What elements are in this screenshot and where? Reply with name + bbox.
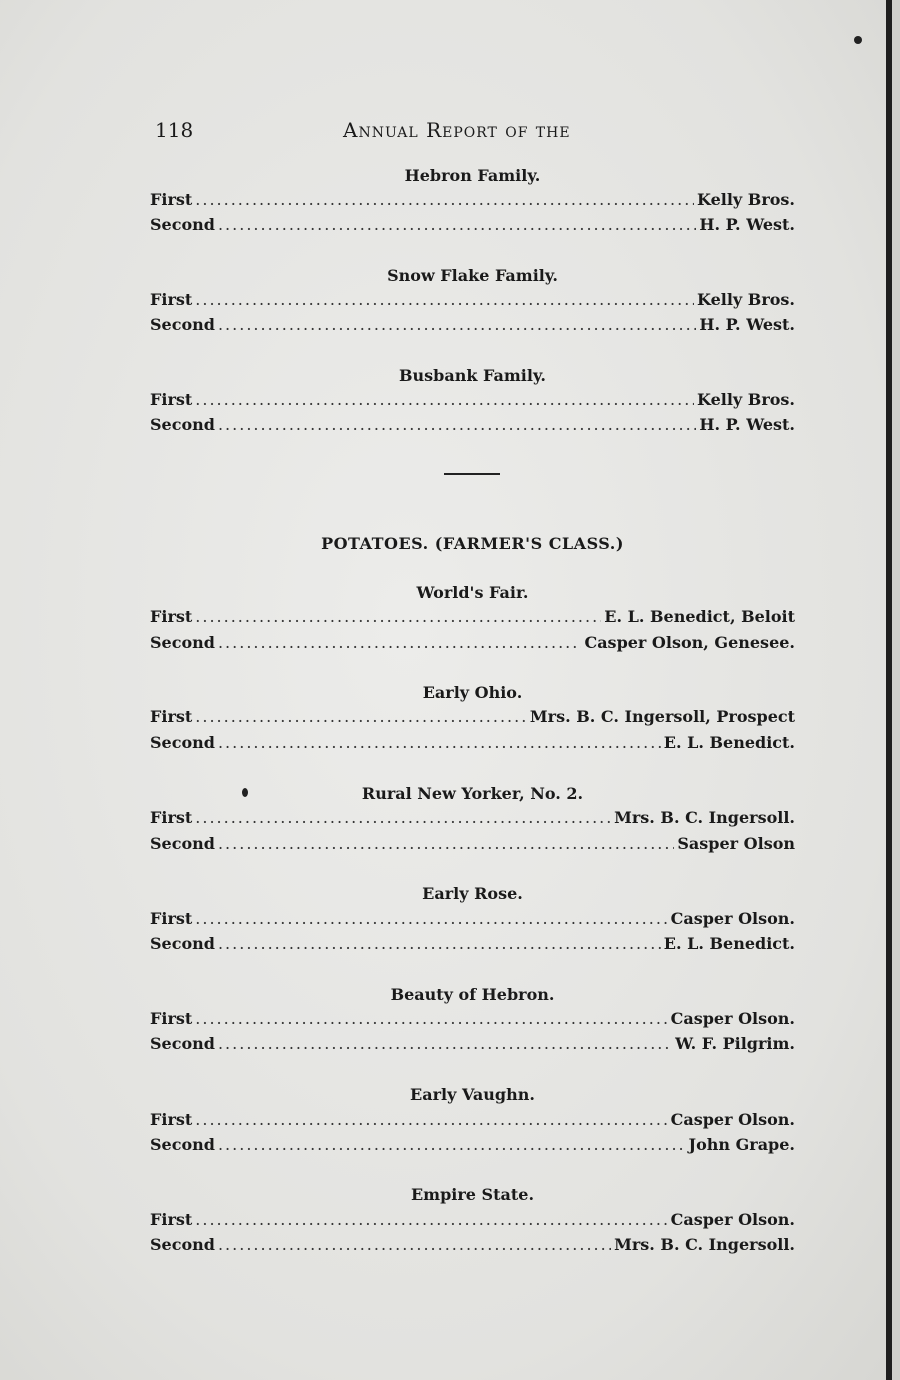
award-place: Second: [150, 633, 215, 652]
award-place: Second: [150, 834, 215, 853]
award-place: First: [150, 707, 193, 726]
award-place: First: [150, 190, 193, 209]
award-winner: W. F. Pilgrim.: [675, 1034, 795, 1053]
award-winner: John Grape.: [688, 1135, 795, 1154]
award-entry: [150, 808, 795, 830]
award-winner: H. P. West.: [699, 215, 795, 234]
award-entry: [150, 607, 795, 629]
award-place: First: [150, 808, 193, 827]
award-place: First: [150, 1110, 193, 1129]
award-entry: [150, 733, 795, 755]
award-winner: H. P. West.: [699, 315, 795, 334]
dot-leader: [218, 733, 661, 752]
dot-leader: [195, 1210, 667, 1229]
main-heading: POTATOES. (FARMER'S CLASS.): [321, 534, 624, 553]
dot-leader: [218, 415, 696, 434]
award-place: First: [150, 1210, 193, 1229]
section-title: Hebron Family.: [404, 166, 541, 185]
page-number: 118: [155, 118, 194, 142]
award-place: Second: [150, 415, 215, 434]
award-place: Second: [150, 1034, 215, 1053]
dot-leader: [195, 1110, 667, 1129]
dot-leader: [195, 808, 611, 827]
award-place: Second: [150, 1135, 215, 1154]
page-header: [155, 118, 795, 148]
award-winner: Kelly Bros.: [697, 190, 795, 209]
dot-leader: [218, 1135, 686, 1154]
award-winner: Casper Olson.: [670, 1110, 795, 1129]
section-title: Early Rose.: [422, 884, 523, 903]
award-entry: [150, 1009, 795, 1031]
dot-leader: [195, 1009, 667, 1028]
section-title: World's Fair.: [416, 583, 529, 602]
dot-leader: [218, 1235, 611, 1254]
award-place: First: [150, 290, 193, 309]
award-entry: [150, 934, 795, 956]
dot-leader: [218, 315, 696, 334]
award-winner: Mrs. B. C. Ingersoll, Prospect: [529, 707, 795, 726]
dot-leader: [195, 190, 694, 209]
award-entry: [150, 834, 795, 856]
award-winner: E. L. Benedict.: [663, 934, 795, 953]
award-place: First: [150, 909, 193, 928]
award-place: Second: [150, 215, 215, 234]
award-entry: [150, 707, 795, 729]
dot-leader: [195, 909, 667, 928]
award-winner: Kelly Bros.: [697, 290, 795, 309]
page-edge: [892, 0, 900, 1380]
award-entry: [150, 215, 795, 237]
award-winner: Casper Olson.: [670, 909, 795, 928]
award-place: Second: [150, 1235, 215, 1254]
award-entry: [150, 390, 795, 412]
award-entry: [150, 190, 795, 212]
award-place: First: [150, 390, 193, 409]
award-winner: H. P. West.: [699, 415, 795, 434]
running-title: Annual Report of the: [343, 118, 571, 142]
award-winner: Casper Olson.: [670, 1009, 795, 1028]
award-entry: [150, 315, 795, 337]
dot-leader: [218, 633, 581, 652]
award-entry: [150, 1034, 795, 1056]
award-entry: [150, 1210, 795, 1232]
award-entry: [150, 1110, 795, 1132]
award-entry: [150, 1135, 795, 1157]
section-title: Early Vaughn.: [410, 1085, 535, 1104]
award-entry: [150, 909, 795, 931]
award-place: Second: [150, 315, 215, 334]
award-place: First: [150, 607, 193, 626]
section-title: Empire State.: [410, 1185, 535, 1204]
dot-leader: [218, 934, 661, 953]
dot-leader: [195, 290, 694, 309]
binding-edge: [886, 0, 892, 1380]
award-place: Second: [150, 733, 215, 752]
speck: [854, 36, 862, 44]
dot-leader: [218, 834, 674, 853]
award-entry: [150, 415, 795, 437]
section-title: Snow Flake Family.: [387, 266, 558, 285]
award-winner: Casper Olson.: [670, 1210, 795, 1229]
dot-leader: [195, 390, 694, 409]
award-place: Second: [150, 934, 215, 953]
dot-leader: [195, 607, 601, 626]
award-winner: E. L. Benedict.: [663, 733, 795, 752]
award-entry: [150, 1235, 795, 1257]
dot-leader: [218, 215, 696, 234]
award-winner: Sasper Olson: [677, 834, 795, 853]
award-winner: Mrs. B. C. Ingersoll.: [614, 1235, 795, 1254]
section-title: Rural New Yorker, No. 2.: [361, 784, 584, 803]
award-winner: Mrs. B. C. Ingersoll.: [614, 808, 795, 827]
section-divider: [444, 473, 500, 475]
section-title: Busbank Family.: [399, 366, 546, 385]
dot-leader: [195, 707, 527, 726]
dot-leader: [218, 1034, 672, 1053]
award-entry: [150, 290, 795, 312]
award-winner: Kelly Bros.: [697, 390, 795, 409]
award-winner: Casper Olson, Genesee.: [584, 633, 795, 652]
award-entry: [150, 633, 795, 655]
award-winner: E. L. Benedict, Beloit: [604, 607, 795, 626]
section-title: Early Ohio.: [422, 683, 523, 702]
award-place: First: [150, 1009, 193, 1028]
section-title: Beauty of Hebron.: [390, 985, 555, 1004]
